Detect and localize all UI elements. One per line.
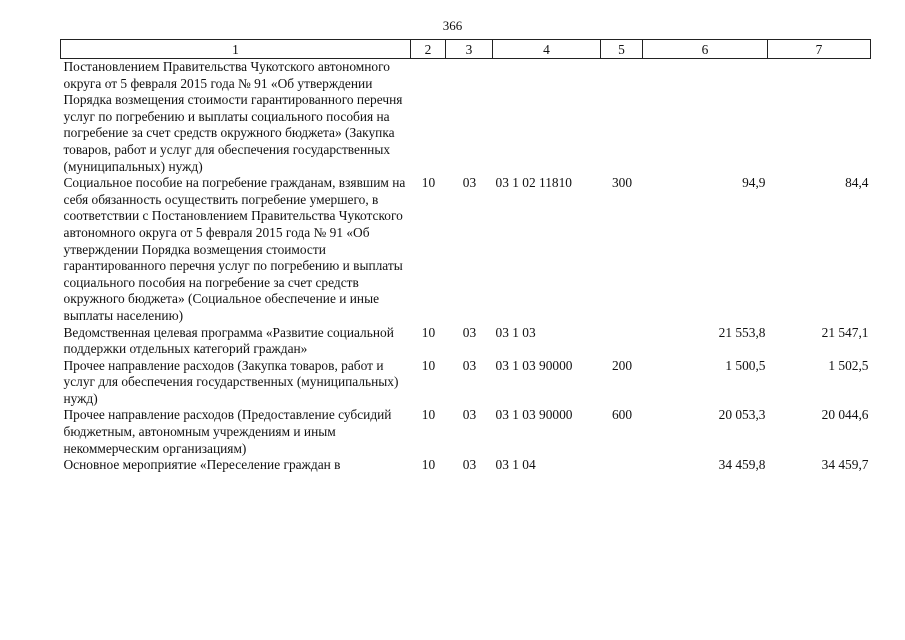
- row-amount-1: 1 500,5: [725, 357, 766, 373]
- header-row: [61, 40, 871, 59]
- row-subsection: 03: [462, 175, 477, 191]
- row-expense-type: 200: [611, 357, 633, 373]
- row-amount-2: [768, 59, 871, 176]
- row-section: 10: [421, 407, 436, 423]
- row-subsection: 03: [462, 357, 477, 373]
- row-target-article: [493, 59, 601, 176]
- row-section: 10: [421, 357, 436, 373]
- header-col-5: 5: [601, 40, 643, 59]
- row-amount-2: 21 547,1: [821, 324, 869, 340]
- row-amount-2: 34 459,7: [821, 457, 869, 473]
- row-description: Ведомственная целевая программа «Развитие социальной поддержки отдельных категорий граждан»: [63, 324, 394, 357]
- table-body: [61, 59, 871, 474]
- row-expense-type: [601, 457, 643, 474]
- header-col-7: 7: [768, 40, 871, 59]
- row-expense-type: [601, 325, 643, 358]
- row-amount-2: 1 502,5: [828, 357, 869, 373]
- row-target-article: 03 1 03 90000: [495, 407, 573, 423]
- row-description: Прочее направление расходов (Закупка товаров, работ и услуг для обеспечения государственных (муниципальных) нужд): [63, 357, 399, 406]
- row-target-article: 03 1 04: [495, 457, 536, 473]
- row-subsection: 03: [462, 457, 477, 473]
- row-subsection: [446, 59, 493, 176]
- row-amount-1: 21 553,8: [718, 324, 766, 340]
- table-header: [61, 40, 871, 59]
- row-amount-1: 34 459,8: [718, 457, 766, 473]
- row-description: Социальное пособие на погребение гражданам, взявшим на себя обязанность осуществить погребение умершего, в соответствии с Постановлением Правительства Чукотского автономного округа от 5 февраля 2015 года № 91 «Об утверждении Порядка возмещения стоимости гарантированного перечня услуг по погребению и выплаты социального пособия на погребение за счет средств окружного бюджета» (Социальное обеспечение и иные выплаты населению): [63, 175, 406, 323]
- row-description: Основное мероприятие «Переселение граждан в: [63, 457, 341, 473]
- table-row: [61, 457, 871, 474]
- row-section: 10: [421, 457, 436, 473]
- table-row: [61, 407, 871, 457]
- row-section: [411, 59, 446, 176]
- table-row: [61, 59, 871, 176]
- budget-table: [60, 39, 871, 474]
- table-row: [61, 325, 871, 358]
- row-target-article: 03 1 03 90000: [495, 357, 573, 373]
- header-col-3: 3: [446, 40, 493, 59]
- row-amount-1: 94,9: [742, 175, 766, 191]
- row-description: Постановлением Правительства Чукотского автономного округа от 5 февраля 2015 года № 91 «Об утверждении Порядка возмещения стоимости гарантированного перечня услуг по погребению и выплаты социального пособия на погребение за счет средств окружного бюджета» (Закупка товаров, работ и услуг для обеспечения государственных (муниципальных) нужд): [63, 59, 403, 174]
- row-expense-type: 600: [611, 407, 633, 423]
- header-col-1: 1: [61, 40, 411, 59]
- row-target-article: 03 1 02 11810: [495, 175, 572, 191]
- table-row: [61, 175, 871, 324]
- row-amount-2: 20 044,6: [821, 407, 869, 423]
- row-description: Прочее направление расходов (Предоставление субсидий бюджетным, автономным учреждениям и иным некоммерческим организациям): [63, 407, 392, 456]
- row-expense-type: 300: [611, 175, 633, 191]
- row-amount-1: 20 053,3: [718, 407, 766, 423]
- header-col-2: 2: [411, 40, 446, 59]
- row-amount-2: 84,4: [845, 175, 869, 191]
- header-col-4: 4: [493, 40, 601, 59]
- row-amount-1: [643, 59, 768, 176]
- row-section: 10: [421, 175, 436, 191]
- header-col-6: 6: [643, 40, 768, 59]
- page-number: 366: [442, 18, 463, 33]
- row-subsection: 03: [462, 407, 477, 423]
- row-target-article: 03 1 03: [495, 324, 536, 340]
- row-section: 10: [421, 324, 436, 340]
- table-row: [61, 358, 871, 408]
- row-expense-type: [601, 59, 643, 176]
- row-subsection: 03: [462, 324, 477, 340]
